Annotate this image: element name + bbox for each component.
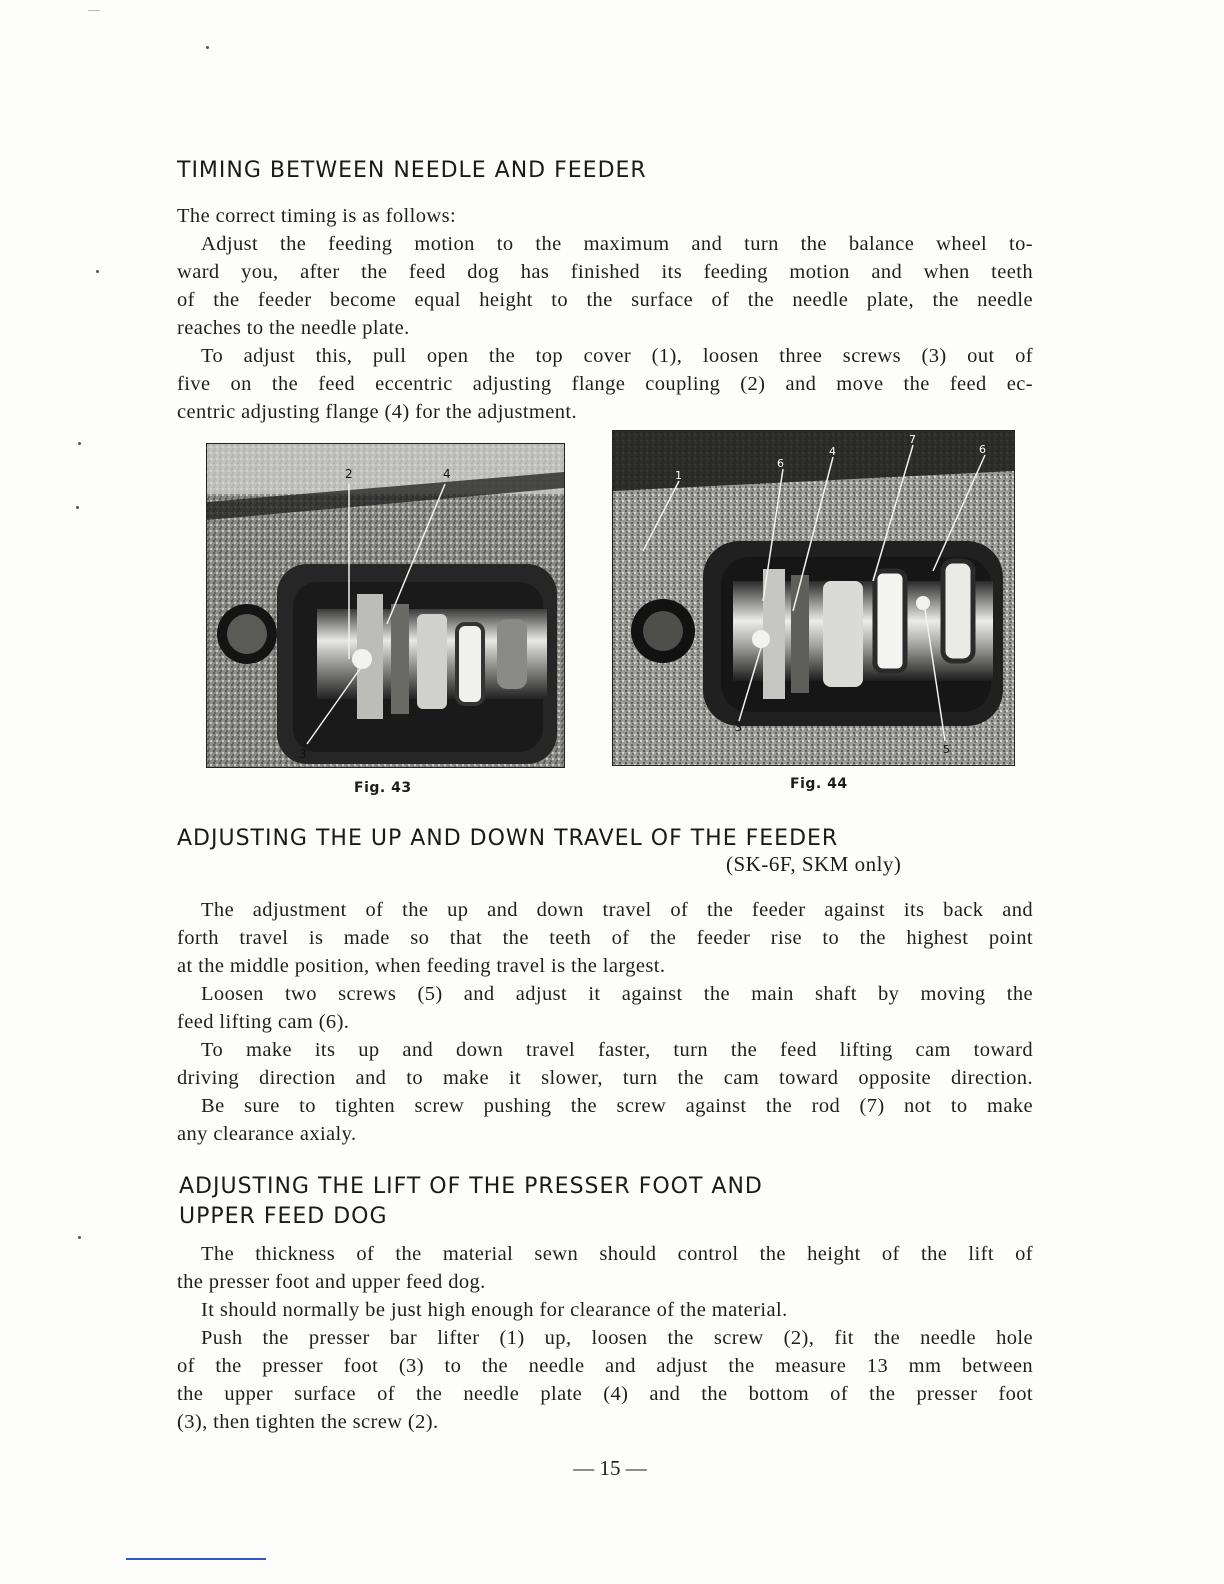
text-line: of the presser foot (3) to the needle and adjust the measure 13 mm between (177, 1355, 1033, 1377)
text-line: The correct timing is as follows: (177, 205, 457, 227)
scan-mark (88, 10, 100, 11)
text-line: feed lifting cam (6). (177, 1011, 350, 1033)
figure-44-photo (612, 430, 1015, 766)
figure-label: 3 (735, 721, 742, 734)
text-line: (3), then tighten the screw (2). (177, 1411, 439, 1433)
text-line: of the feeder become equal height to the surface of the needle plate, the needle (177, 289, 1033, 311)
text-line: driving direction and to make it slower, turn the cam toward opposite direction. (177, 1067, 1033, 1089)
text-line: at the middle position, when feeding travel is the largest. (177, 955, 666, 977)
text-line: the presser foot and upper feed dog. (177, 1271, 486, 1293)
section-heading-lift-line2: UPPER FEED DOG (179, 1204, 388, 1229)
text-line: five on the feed eccentric adjusting flange coupling (2) and move the feed ec- (177, 373, 1033, 395)
figure-label: 3 (299, 747, 307, 761)
figure-label: 6 (777, 457, 784, 470)
figure-label: 4 (443, 467, 451, 481)
text-line: Loosen two screws (5) and adjust it against the main shaft by moving the (201, 983, 1033, 1005)
model-note: (SK-6F, SKM only) (726, 852, 902, 876)
scan-dot (78, 1236, 81, 1239)
page-number: — 15 — (573, 1456, 647, 1480)
figure-43-caption: Fig. 43 (354, 780, 412, 796)
section-heading-up-down: ADJUSTING THE UP AND DOWN TRAVEL OF THE FEEDER (177, 826, 839, 851)
text-line: ward you, after the feed dog has finished its feeding motion and when teeth (177, 261, 1033, 283)
figure-label: 6 (979, 443, 986, 456)
text-line: The adjustment of the up and down travel of the feeder against its back and (201, 899, 1033, 921)
section-heading-timing: TIMING BETWEEN NEEDLE AND FEEDER (177, 158, 647, 183)
text-line: It should normally be just high enough for clearance of the material. (201, 1299, 788, 1321)
figure-label: 1 (675, 469, 682, 482)
figure-43-photo (206, 443, 565, 768)
figure-44-caption: Fig. 44 (790, 776, 848, 792)
text-line: The thickness of the material sewn should control the height of the lift of (201, 1243, 1033, 1265)
figure-label: 5 (943, 743, 950, 756)
scan-dot (96, 270, 99, 273)
text-line: reaches to the needle plate. (177, 317, 410, 339)
text-line: To make its up and down travel faster, turn the feed lifting cam toward (201, 1039, 1033, 1061)
text-line: Adjust the feeding motion to the maximum and turn the balance wheel to- (201, 233, 1033, 255)
text-line: Be sure to tighten screw pushing the screw against the rod (7) not to make (201, 1095, 1033, 1117)
section-heading-lift: ADJUSTING THE LIFT OF THE PRESSER FOOT AND (179, 1174, 763, 1199)
paragraph-timing (177, 202, 1033, 426)
scan-dot (76, 506, 79, 509)
scan-edge-line (126, 1558, 266, 1560)
text-line: forth travel is made so that the teeth of the feeder rise to the highest point (177, 927, 1033, 949)
figure-label: 4 (829, 445, 836, 458)
text-line: any clearance axialy. (177, 1123, 357, 1145)
text-line: centric adjusting flange (4) for the adjustment. (177, 401, 578, 423)
paragraph-up-down (177, 896, 1033, 1148)
scan-dot (206, 46, 209, 49)
scan-dot (78, 442, 81, 445)
text-line: Push the presser bar lifter (1) up, loosen the screw (2), fit the needle hole (201, 1327, 1033, 1349)
paragraph-lift (177, 1240, 1033, 1436)
text-line: the upper surface of the needle plate (4) and the bottom of the presser foot (177, 1383, 1033, 1405)
figure-label: 7 (909, 433, 916, 446)
text-line: To adjust this, pull open the top cover (1), loosen three screws (3) out of (201, 345, 1033, 367)
figure-label: 2 (345, 467, 353, 481)
